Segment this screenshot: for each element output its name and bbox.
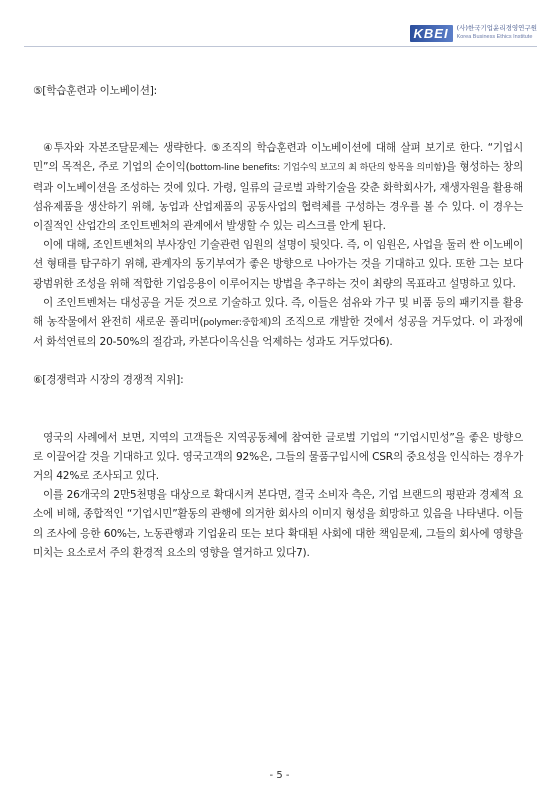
paragraph: ④투자와 자본조달문제는 생략한다. ⑤조직의 학습훈련과 이노베이션에 대해 살펴 보기로 한다. “기업시민”의 목적은, 주로 기업의 순이익(bottom-line benefits: 기업수익 보고의 최 하단의 항목을 의미함)을 형성하는 창의력과 이노베이션을 조성하는 것에 있다. 가령, 일류의 글로벌 과학기술을 갖춘 화학회사가, 재생자원을 활용해 섬유제품을 생산하기 위해, 농업과 산업제품의 공동사업의 협력체를 구성하는 경우를 볼 수 있다. 이 경우는 이질적인 산업간의 조인트벤처의 관계에서 발생할 수 있는 리스크를 안게 된다.	[33, 142, 523, 233]
paragraph: 이를 26개국의 2만5천명을 대상으로 확대시켜 본다면, 결국 소비자 측은, 기업 브랜드의 평판과 경제적 요소에 비해, 종합적인 “기업시민”활동의 관행에 의거한 회사의 이미지 형성을 희망하고 있음을 나타낸다. 이들의 조사에 응한 60%는, 노동관행과 기업윤리 또는 보다 확대된 사회에 대한 책임문제, 그들의 회사에 영향을 미치는 요소로서 주의 환경적 요소의 영향을 열거하고 있다7).	[33, 489, 523, 559]
paragraph: 이에 대해, 조인트벤처의 부사장인 기술관련 임원의 설명이 뒷잇다. 즉, 이 임원은, 사업을 둘러 싼 이노베이션 형태를 탐구하기 위해, 관계자의 동기부여가 좋은 방향으로 나아가는 것을 기대하고 있다. 또한 그는 보다 광범위한 조성을 위해 적합한 기업응용이 이루어지는 방법을 추구하는 것이 최량의 목표라고 설명하고 있다.	[33, 239, 523, 290]
paragraph: 영국의 사례에서 보면, 지역의 고객들은 지역공동체에 참여한 글로벌 기업의 “기업시민성”을 좋은 방향으로 이끌어갈 것을 기대하고 있다. 영국고객의 92%은, 그들의 물품구입시에 CSR의 중요성을 인식하는 경우가 거의 42%로 조사되고 있다.	[33, 431, 523, 483]
paragraph: 이 조인트벤처는 대성공을 거둔 것으로 기술하고 있다. 즉, 이들은 섬유와 가구 및 비품 등의 패키지를 활용해 농작물에서 완전히 새로운 폴리머(polymer:중합체)의 조직으로 개발한 것에서 성공을 거두었다. 이 과정에서 화석연료의 20-50%의 절감과, 카본다이옥신을 억제하는 성과도 거두었다6).	[33, 296, 523, 349]
page-number: - 5 -	[269, 770, 290, 781]
page-header	[24, 22, 537, 48]
section-heading-competitiveness: ⑥[경쟁력과 시장의 경쟁적 지위]:	[33, 374, 184, 387]
section-heading-learning-innovation: ⑤[학습훈련과 이노베이션]:	[33, 85, 158, 97]
inline-term: polymer:중합체	[203, 318, 268, 329]
institute-name	[457, 24, 537, 42]
footnote-inline-text: bottom-line benefits: 기업수익 보고의 최 하단의 항목을 의미함	[189, 163, 442, 174]
kbei-logo-mark: KBEI	[410, 25, 453, 42]
document-body	[33, 82, 523, 563]
institute-logo	[410, 22, 537, 44]
institute-name-ko: (사)한국기업윤리경영연구원	[456, 24, 537, 32]
header-rule	[24, 46, 537, 47]
institute-name-en: Korea Business Ethics Institute	[456, 34, 533, 40]
